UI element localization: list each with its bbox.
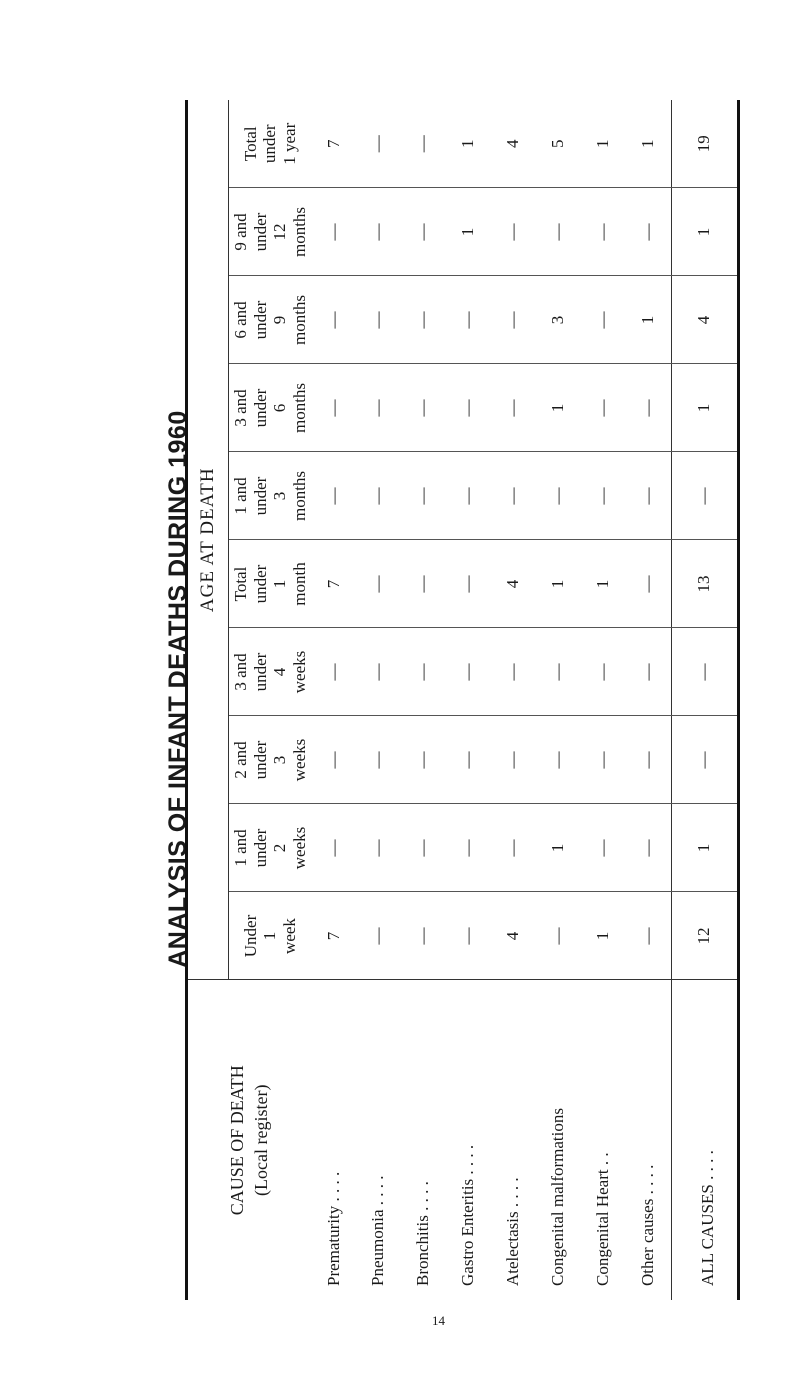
table-cell: 1: [446, 188, 491, 276]
column-header: [229, 276, 312, 364]
table-cell: —: [311, 804, 356, 892]
table-cell: 12: [671, 892, 738, 980]
table-cell: —: [446, 804, 491, 892]
table-cell: —: [311, 716, 356, 804]
table-cell: 1: [535, 804, 580, 892]
table-row: [625, 100, 671, 1300]
table-cell: —: [401, 892, 446, 980]
table-cell: —: [446, 628, 491, 716]
cause-label: Bronchitis . . . .: [401, 980, 446, 1300]
column-header: [229, 892, 312, 980]
table-cell: 1: [535, 540, 580, 628]
cause-label: ALL CAUSES . . . .: [671, 980, 738, 1300]
cause-label: Congenital Heart . .: [580, 980, 625, 1300]
table-row: [535, 100, 580, 1300]
column-header-line: under: [250, 740, 270, 780]
table-cell: —: [446, 892, 491, 980]
column-header-line: 2: [270, 843, 290, 853]
table-cell: —: [356, 188, 401, 276]
table-cell: —: [401, 452, 446, 540]
column-header-line: 6: [270, 403, 290, 413]
column-header-line: under: [260, 124, 280, 164]
table-cell: —: [625, 716, 671, 804]
table-cell: —: [625, 892, 671, 980]
total-row: [671, 100, 738, 1300]
table-cell: —: [311, 364, 356, 452]
column-header-line: 9: [270, 315, 290, 325]
column-header-line: 1: [270, 579, 290, 589]
table-cell: —: [625, 804, 671, 892]
cause-label: Other causes . . . .: [625, 980, 671, 1300]
table-cell: —: [356, 364, 401, 452]
cause-label: Pneumonia . . . .: [356, 980, 401, 1300]
table-cell: —: [401, 364, 446, 452]
page-number: 14: [432, 1313, 445, 1328]
column-header-line: months: [289, 294, 309, 346]
table-cell: —: [446, 276, 491, 364]
column-header-line: under: [250, 300, 270, 340]
table-cell: —: [580, 716, 625, 804]
table-cell: 1: [671, 188, 738, 276]
column-header-line: week: [279, 918, 299, 954]
table-cell: 19: [671, 100, 738, 188]
table-cell: —: [311, 276, 356, 364]
table-cell: 1: [535, 364, 580, 452]
table-cell: —: [356, 540, 401, 628]
table-cell: —: [625, 540, 671, 628]
table-cell: —: [401, 804, 446, 892]
column-header-line: under: [250, 212, 270, 252]
table-cell: —: [491, 276, 536, 364]
table-cell: 4: [491, 540, 536, 628]
table-cell: —: [491, 716, 536, 804]
column-header-line: Total: [240, 126, 260, 162]
table-row: [446, 100, 491, 1300]
table-cell: —: [625, 188, 671, 276]
table-cell: 5: [535, 100, 580, 188]
column-header-line: under: [250, 476, 270, 516]
table-cell: 1: [580, 540, 625, 628]
cause-header-subtitle: (Local register): [250, 1084, 271, 1196]
table-cell: 1: [580, 100, 625, 188]
table-cell: —: [356, 452, 401, 540]
table-cell: —: [401, 540, 446, 628]
table-cell: —: [491, 364, 536, 452]
table-cell: 13: [671, 540, 738, 628]
cause-header-title: CAUSE OF DEATH: [227, 1065, 248, 1216]
table-cell: 4: [671, 276, 738, 364]
table-cell: —: [535, 188, 580, 276]
table-cell: —: [356, 892, 401, 980]
cause-label: Prematurity . . . .: [311, 980, 356, 1300]
cause-label: Atelectasis . . . .: [491, 980, 536, 1300]
cause-of-death-header: [187, 980, 312, 1300]
column-header-line: weeks: [289, 650, 309, 694]
age-at-death-header: AGE AT DEATH: [187, 100, 229, 980]
column-header: [229, 804, 312, 892]
column-header-line: Under: [240, 914, 260, 958]
column-header-line: Total: [231, 566, 250, 602]
table-cell: —: [580, 364, 625, 452]
column-header: [229, 100, 312, 188]
table-cell: —: [401, 716, 446, 804]
table-cell: 7: [311, 540, 356, 628]
column-header-line: 4: [270, 667, 290, 677]
table-cell: —: [491, 452, 536, 540]
table-cell: —: [580, 804, 625, 892]
column-header-line: 6 and: [231, 301, 250, 339]
column-header: [229, 540, 312, 628]
column-header: [229, 188, 312, 276]
table-cell: —: [625, 628, 671, 716]
page-title: ANALYSIS OF INFANT DEATHS DURING 1960: [164, 410, 192, 968]
table-cell: 1: [580, 892, 625, 980]
column-header: [229, 628, 312, 716]
column-header-line: 9 and: [231, 213, 250, 251]
table-cell: 4: [491, 100, 536, 188]
table-cell: 4: [491, 892, 536, 980]
table-cell: —: [671, 716, 738, 804]
table-cell: —: [401, 188, 446, 276]
table-cell: —: [401, 276, 446, 364]
table-cell: —: [311, 628, 356, 716]
cause-label: Gastro Enteritis . . . .: [446, 980, 491, 1300]
table-cell: —: [401, 100, 446, 188]
column-header-line: 1 and: [231, 477, 250, 515]
table-cell: —: [356, 716, 401, 804]
table-cell: —: [446, 452, 491, 540]
table-cell: 1: [446, 100, 491, 188]
infant-deaths-table: [185, 100, 740, 1300]
column-header-line: 3: [270, 755, 290, 765]
table-cell: —: [535, 628, 580, 716]
table-cell: —: [356, 628, 401, 716]
column-header-line: months: [289, 382, 309, 434]
table-cell: —: [535, 452, 580, 540]
column-header-line: 2 and: [231, 741, 250, 779]
table-cell: —: [580, 628, 625, 716]
table-cell: —: [401, 628, 446, 716]
column-header-line: months: [289, 470, 309, 522]
column-header-line: under: [250, 828, 270, 868]
table-cell: —: [491, 628, 536, 716]
table-cell: —: [625, 452, 671, 540]
table-row: [311, 100, 356, 1300]
table-cell: —: [580, 452, 625, 540]
column-header-line: month: [289, 562, 309, 606]
column-header-line: 3 and: [231, 389, 250, 427]
column-header: [229, 452, 312, 540]
table-cell: 1: [625, 100, 671, 188]
table-cell: 7: [311, 100, 356, 188]
column-header-line: weeks: [289, 738, 309, 782]
table-cell: —: [446, 540, 491, 628]
column-header-line: 12: [270, 223, 290, 241]
column-header-line: 3 and: [231, 653, 250, 691]
column-header-line: 1 and: [231, 829, 250, 867]
table-row: [491, 100, 536, 1300]
column-header-line: under: [250, 388, 270, 428]
table-cell: 1: [625, 276, 671, 364]
table-body: [311, 100, 738, 1300]
table-cell: —: [625, 364, 671, 452]
table-cell: —: [356, 276, 401, 364]
column-header-line: months: [289, 206, 309, 258]
table-cell: 7: [311, 892, 356, 980]
column-header-line: weeks: [289, 826, 309, 870]
column-header-line: under: [250, 564, 270, 604]
table-cell: 3: [535, 276, 580, 364]
table-cell: —: [491, 804, 536, 892]
table-cell: 1: [671, 804, 738, 892]
column-header-line: 1 year: [279, 122, 299, 165]
table-cell: —: [535, 892, 580, 980]
column-header: [229, 364, 312, 452]
table-cell: —: [671, 628, 738, 716]
table-cell: —: [356, 804, 401, 892]
table-cell: —: [446, 364, 491, 452]
cause-label: Congenital malformations: [535, 980, 580, 1300]
table-row: [580, 100, 625, 1300]
table-cell: —: [311, 452, 356, 540]
table-cell: —: [491, 188, 536, 276]
table-cell: —: [671, 452, 738, 540]
table-cell: 1: [671, 364, 738, 452]
table-cell: —: [580, 276, 625, 364]
column-header-line: under: [250, 652, 270, 692]
table-cell: —: [580, 188, 625, 276]
infant-deaths-table-frame: [185, 100, 740, 1300]
table-cell: —: [446, 716, 491, 804]
table-cell: —: [311, 188, 356, 276]
table-cell: —: [356, 100, 401, 188]
column-header-line: 1: [260, 931, 280, 941]
table-row: [401, 100, 446, 1300]
column-header: [229, 716, 312, 804]
table-row: [356, 100, 401, 1300]
column-header-line: 3: [270, 491, 290, 501]
table-cell: —: [535, 716, 580, 804]
